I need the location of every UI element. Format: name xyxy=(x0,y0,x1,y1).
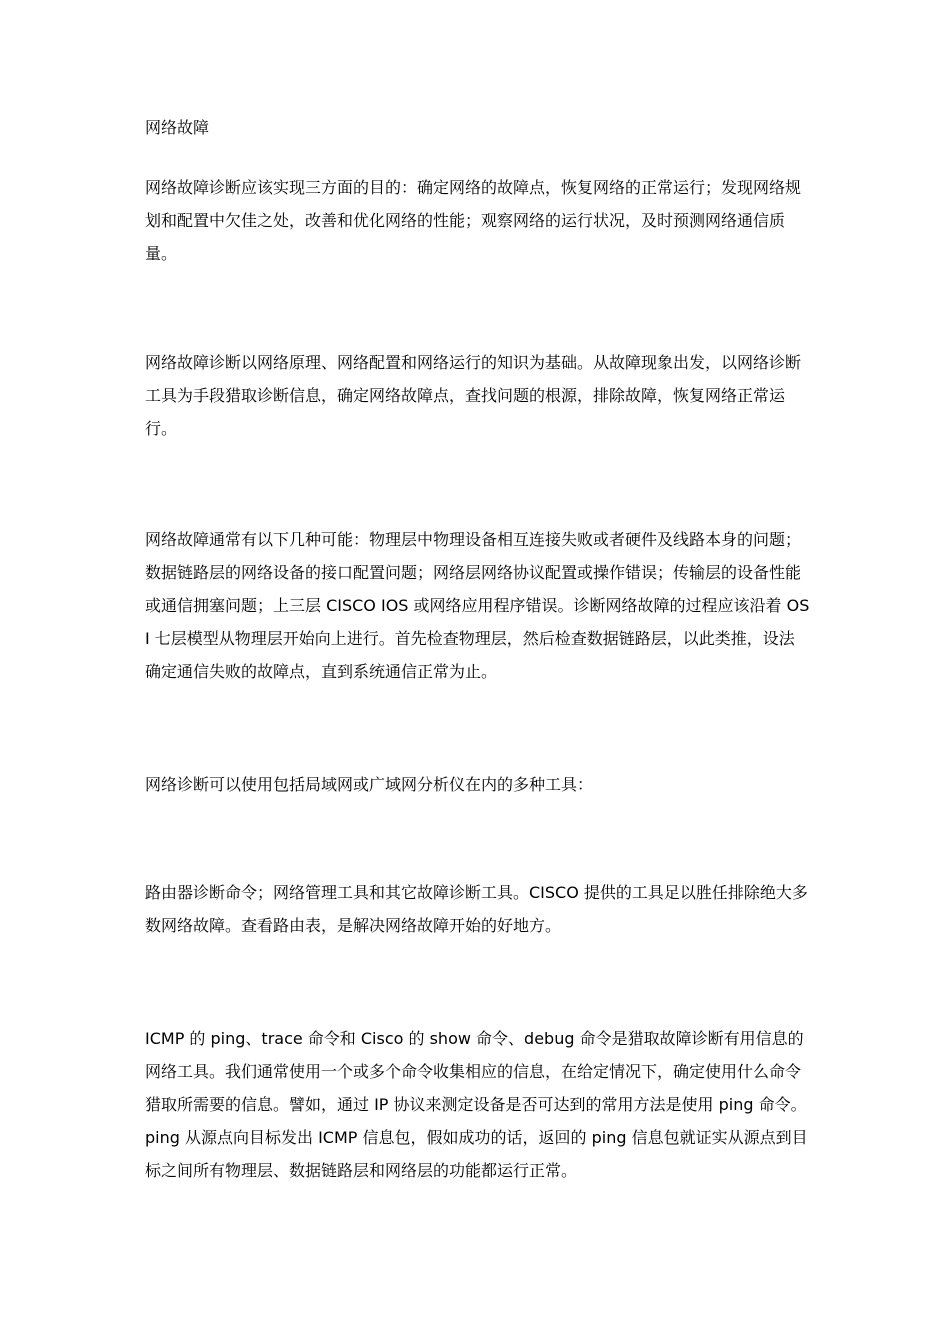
document-title: 网络故障 xyxy=(145,118,210,137)
paragraph-diagnosis-goals: 网络故障诊断应该实现三方面的目的：确定网络的故障点，恢复网络的正常运行；发现网络规划和配置中欠佳之处，改善和优化网络的性能；观察网络的运行状况，及时预测网络通信质量。 xyxy=(145,178,802,263)
paragraph-fault-causes: 网络故障通常有以下几种可能：物理层中物理设备相互连接失败或者硬件及线路本身的问题；数据链路层的网络设备的接口配置问题；网络层网络协议配置或操作错误；传输层的设备性能或通信拥塞问题；上三层 CISCO IOS 或网络应用程序错误。诊断网络故障的过程应该沿着 OSI 七层模型从物理层开始向上进行。首先检查物理层，然后检查数据链路层，以此类推，设法确定通信失败的故障点，直到系统通信正常为止。 xyxy=(145,530,810,681)
paragraph-diagnosis-tools: 网络诊断可以使用包括局域网或广域网分析仪在内的多种工具： xyxy=(145,775,594,794)
paragraph-router-commands: 路由器诊断命令；网络管理工具和其它故障诊断工具。CISCO 提供的工具足以胜任排除绝大多数网络故障。查看路由表，是解决网络故障开始的好地方。 xyxy=(145,883,808,935)
paragraph-icmp-commands: ICMP 的 ping、trace 命令和 Cisco 的 show 命令、debug 命令是猎取故障诊断有用信息的网络工具。我们通常使用一个或多个命令收集相应的信息，在给定情况下，确定使用什么命令猎取所需要的信息。譬如，通过 IP 协议来测定设备是否可达到的常用方法是使用 ping 命令。ping 从源点向目标发出 ICMP 信息包，假如成功的话，返回的 ping 信息包就证实从源点到目标之间所有物理层、数据链路层和网络层的功能都运行正常。 xyxy=(145,1029,808,1180)
paragraph-diagnosis-basis: 网络故障诊断以网络原理、网络配置和网络运行的知识为基础。从故障现象出发，以网络诊断工具为手段猎取诊断信息，确定网络故障点，查找问题的根源，排除故障，恢复网络正常运行。 xyxy=(145,353,802,438)
